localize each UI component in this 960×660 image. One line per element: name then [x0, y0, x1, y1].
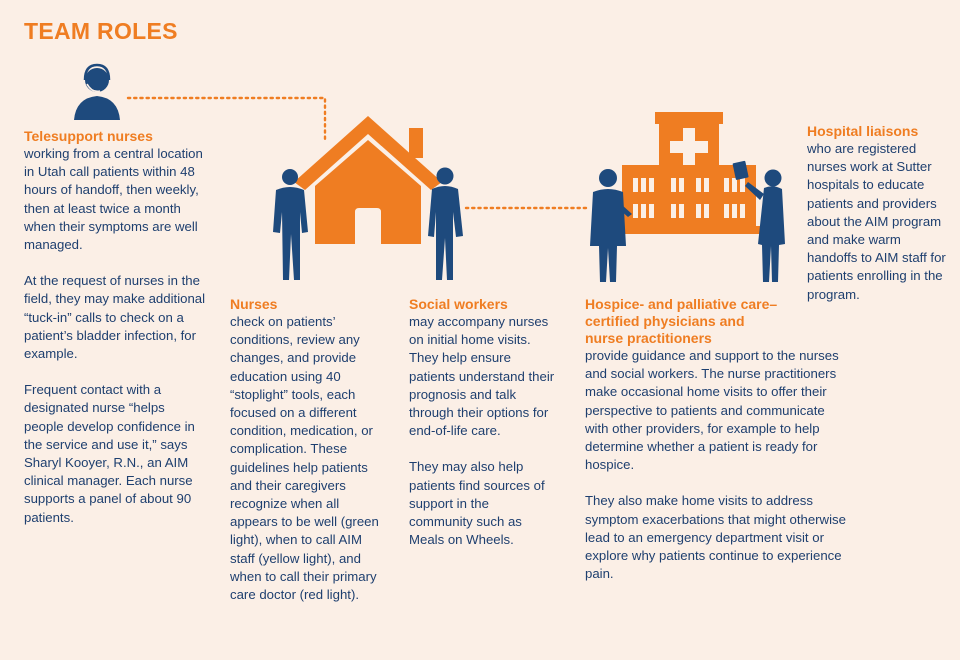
role-description: They also make home visits to address symptom exacerbations that might otherwise lead to an emergency department visit or explore why patients continue to experience pain.	[585, 493, 846, 582]
role-social-workers	[409, 296, 555, 549]
role-heading: Telesupport nurses	[24, 128, 153, 144]
role-description: provide guidance and support to the nurses and social workers. The nurse practitioners make occasional home visits to offer their perspective to patients and communicate with other providers, for example to help determine whether a patient is ready for hospice.	[585, 348, 839, 473]
role-description: may accompany nurses on initial home visits. They help ensure patients understand their prognosis and talk through their options for end-of-life care.	[409, 314, 555, 439]
role-heading: Hospital liaisons	[807, 123, 919, 139]
role-hospital-liaisons	[807, 123, 947, 304]
role-hospice-physicians	[585, 296, 847, 583]
role-description: Frequent contact with a designated nurse “helps people develop confidence in the service and use it,” says Sharyl Kooyer, R.N., an AIM clinical manager. Each nurse supports a panel of about 90 patients.	[24, 382, 195, 525]
role-description: They may also help patients find sources of support in the community such as Meals on Wheels.	[409, 459, 545, 548]
role-description: At the request of nurses in the field, they may make additional “tuck-in” calls to check on a patient’s bladder infection, for example.	[24, 273, 206, 362]
headset-person-icon	[74, 65, 120, 120]
role-heading: Hospice- and palliative care–certified physicians and nurse practitioners	[585, 296, 778, 346]
role-telesupport-nurses	[24, 128, 206, 527]
role-description: who are registered nurses work at Sutter hospitals to educate patients and providers about the AIM program and make warm handoffs to AIM staff for patients enrolling in the program.	[807, 141, 946, 302]
house-icon	[294, 116, 442, 244]
role-nurses	[230, 296, 386, 604]
page-title: TEAM ROLES	[24, 18, 178, 44]
role-description: check on patients’ conditions, review any changes, and provide education using 40 “stoplight” tools, each focused on a different condition, medication, or complication. These guidelines help patients and their caregivers recognize when all appears to be well (green light), when to call AIM staff (yellow light), and when to call their primary care doctor (red light).	[230, 314, 379, 603]
role-heading: Nurses	[230, 296, 278, 312]
role-heading: Social workers	[409, 296, 508, 312]
role-description: working from a central location in Utah call patients within 48 hours of handoff, then weekly, then at least twice a month when their symptoms are well managed.	[24, 146, 203, 253]
